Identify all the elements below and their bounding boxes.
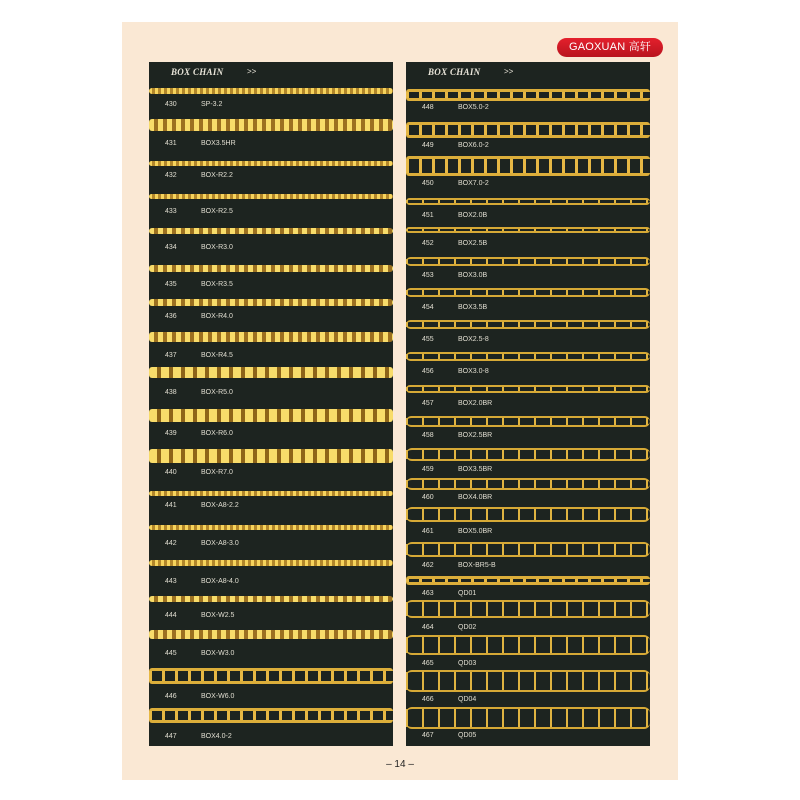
chain-sample <box>406 288 650 297</box>
panel-title: BOX CHAIN <box>171 67 224 77</box>
chain-sample <box>406 416 650 427</box>
chain-sample <box>406 478 650 490</box>
item-number: 454 <box>422 304 434 311</box>
item-code: SP-3.2 <box>201 101 223 108</box>
item-code: BOX3.5HR <box>201 140 236 147</box>
item-number: 449 <box>422 142 434 149</box>
item-code: BOX-R6.0 <box>201 430 233 437</box>
chain-sample <box>406 89 650 101</box>
chain-sample <box>149 265 393 272</box>
chain-sample <box>149 88 393 94</box>
item-code: BOX7.0-2 <box>458 180 489 187</box>
item-code: BOX-W3.0 <box>201 650 235 657</box>
chain-sample <box>149 367 393 378</box>
item-number: 444 <box>165 612 177 619</box>
item-number: 466 <box>422 696 434 703</box>
item-number: 455 <box>422 336 434 343</box>
chain-sample <box>149 332 393 342</box>
chain-sample <box>149 596 393 602</box>
item-number: 448 <box>422 104 434 111</box>
item-number: 434 <box>165 244 177 251</box>
page-number: – 14 – <box>386 759 414 770</box>
chain-sample <box>406 542 650 557</box>
item-code: BOX3.0B <box>458 272 488 279</box>
item-number: 463 <box>422 590 434 597</box>
item-number: 458 <box>422 432 434 439</box>
item-code: BOX2.0B <box>458 212 488 219</box>
item-number: 432 <box>165 172 177 179</box>
chain-sample <box>406 507 650 522</box>
chain-sample <box>406 156 650 176</box>
item-code: QD03 <box>458 660 477 667</box>
item-code: BOX3.5B <box>458 304 488 311</box>
item-number: 440 <box>165 469 177 476</box>
item-code: BOX-A8-2.2 <box>201 502 239 509</box>
item-number: 462 <box>422 562 434 569</box>
double-arrow-icon: >> <box>504 67 514 76</box>
chain-sample <box>406 576 650 585</box>
item-code: BOX-R7.0 <box>201 469 233 476</box>
item-number: 431 <box>165 140 177 147</box>
item-number: 443 <box>165 578 177 585</box>
item-number: 433 <box>165 208 177 215</box>
chain-sample <box>406 198 650 205</box>
chain-sample <box>406 448 650 461</box>
item-code: BOX-R5.0 <box>201 389 233 396</box>
item-code: QD05 <box>458 732 477 739</box>
chain-sample <box>406 257 650 266</box>
item-code: BOX-R2.5 <box>201 208 233 215</box>
item-number: 459 <box>422 466 434 473</box>
chain-sample <box>149 708 393 723</box>
item-code: BOX2.0BR <box>458 400 493 407</box>
chain-sample <box>406 352 650 361</box>
brand-badge: GAOXUAN 高轩 <box>557 38 663 57</box>
chain-sample <box>406 600 650 618</box>
item-number: 437 <box>165 352 177 359</box>
item-code: BOX2.5B <box>458 240 488 247</box>
chain-sample <box>149 299 393 306</box>
item-number: 430 <box>165 101 177 108</box>
item-code: BOX3.5BR <box>458 466 493 473</box>
chain-sample <box>406 707 650 729</box>
item-number: 447 <box>165 733 177 740</box>
item-number: 442 <box>165 540 177 547</box>
chain-sample <box>149 525 393 530</box>
item-number: 460 <box>422 494 434 501</box>
item-number: 452 <box>422 240 434 247</box>
item-code: BOX-R3.0 <box>201 244 233 251</box>
item-code: BOX4.0BR <box>458 494 493 501</box>
item-code: BOX-W6.0 <box>201 693 235 700</box>
item-number: 457 <box>422 400 434 407</box>
chain-sample <box>149 560 393 566</box>
double-arrow-icon: >> <box>247 67 257 76</box>
item-code: BOX4.0-2 <box>201 733 232 740</box>
chain-sample <box>149 409 393 422</box>
item-code: QD02 <box>458 624 477 631</box>
chain-sample <box>149 668 393 684</box>
chain-sample <box>149 630 393 639</box>
item-number: 450 <box>422 180 434 187</box>
item-number: 439 <box>165 430 177 437</box>
item-code: BOX-R4.0 <box>201 313 233 320</box>
item-number: 446 <box>165 693 177 700</box>
right-chain-panel <box>406 62 650 746</box>
item-number: 461 <box>422 528 434 535</box>
item-number: 435 <box>165 281 177 288</box>
chain-sample <box>406 320 650 329</box>
item-code: BOX-R3.5 <box>201 281 233 288</box>
panel-title: BOX CHAIN <box>428 67 481 77</box>
item-number: 445 <box>165 650 177 657</box>
item-code: QD01 <box>458 590 477 597</box>
item-number: 465 <box>422 660 434 667</box>
chain-sample <box>149 119 393 131</box>
item-code: BOX5.0-2 <box>458 104 489 111</box>
chain-sample <box>406 635 650 655</box>
chain-sample <box>406 122 650 138</box>
chain-sample <box>149 228 393 234</box>
chain-sample <box>406 385 650 393</box>
item-number: 456 <box>422 368 434 375</box>
item-code: QD04 <box>458 696 477 703</box>
item-code: BOX-R2.2 <box>201 172 233 179</box>
item-code: BOX-A8-4.0 <box>201 578 239 585</box>
item-code: BOX-W2.5 <box>201 612 235 619</box>
item-code: BOX-BR5-B <box>458 562 496 569</box>
item-code: BOX2.5-8 <box>458 336 489 343</box>
item-code: BOX-A8-3.0 <box>201 540 239 547</box>
item-code: BOX2.5BR <box>458 432 493 439</box>
item-number: 441 <box>165 502 177 509</box>
item-code: BOX5.0BR <box>458 528 493 535</box>
chain-sample <box>149 161 393 166</box>
item-number: 436 <box>165 313 177 320</box>
item-number: 438 <box>165 389 177 396</box>
item-code: BOX3.0-8 <box>458 368 489 375</box>
chain-sample <box>406 670 650 692</box>
chain-sample <box>406 227 650 233</box>
chain-sample <box>149 194 393 199</box>
left-chain-panel <box>149 62 393 746</box>
item-code: BOX6.0-2 <box>458 142 489 149</box>
chain-sample <box>149 449 393 463</box>
chain-sample <box>149 491 393 496</box>
item-code: BOX-R4.5 <box>201 352 233 359</box>
item-number: 451 <box>422 212 434 219</box>
item-number: 467 <box>422 732 434 739</box>
item-number: 464 <box>422 624 434 631</box>
item-number: 453 <box>422 272 434 279</box>
